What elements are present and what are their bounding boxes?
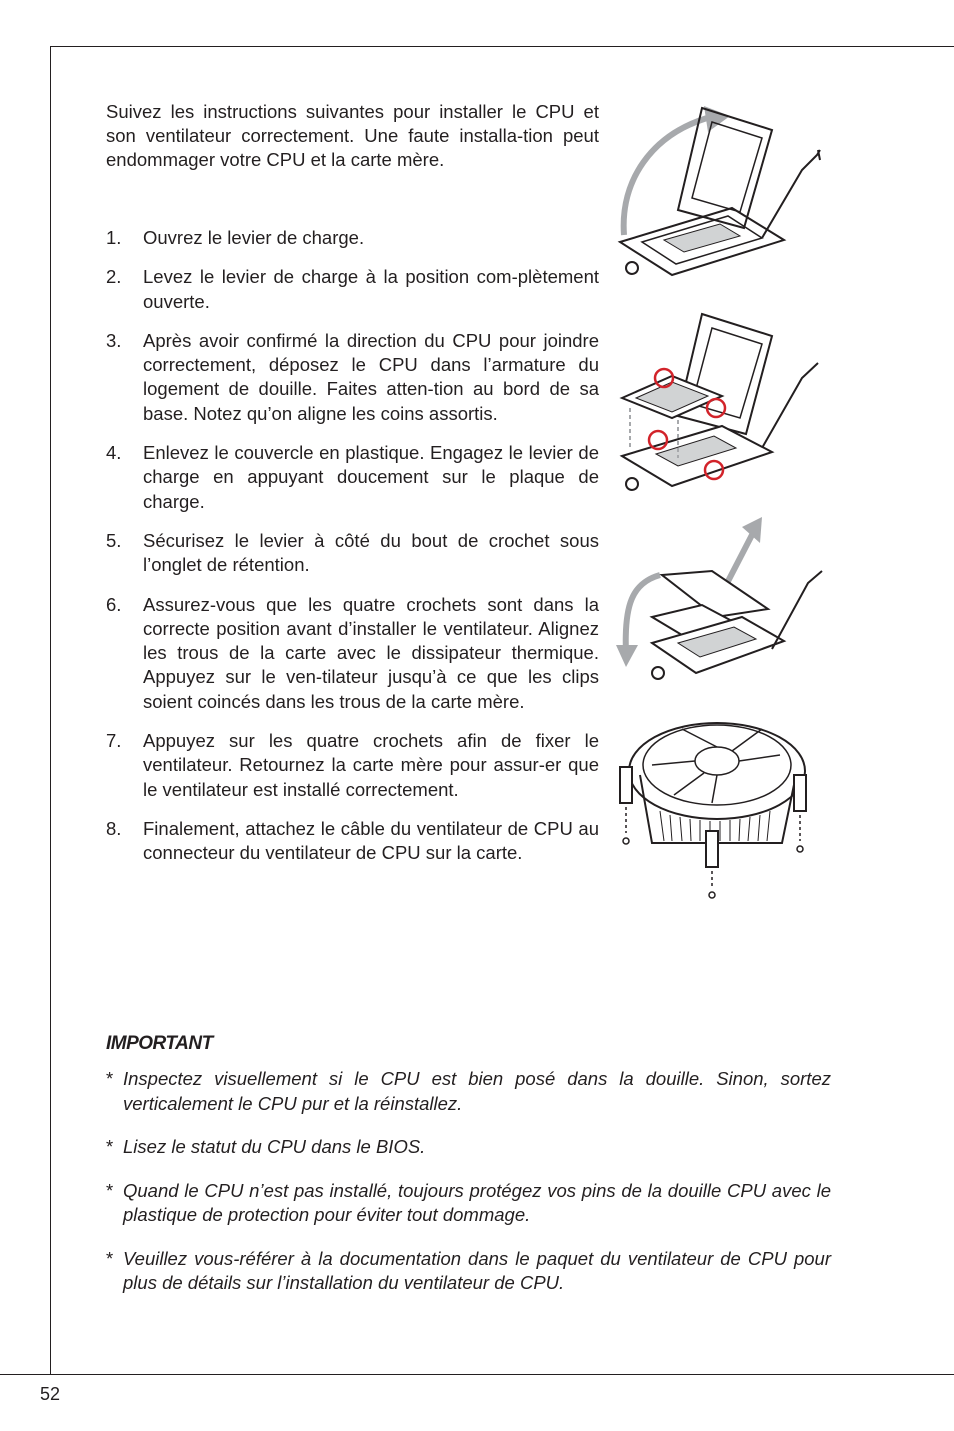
step-text: Enlevez le couvercle en plastique. Engagez le levier de charge en appuyant doucement sur le plaque de charge.: [143, 442, 599, 512]
page-frame-left: [50, 46, 51, 1374]
cpu-placement-illustration: [612, 308, 842, 503]
step-item: [106, 441, 599, 514]
step-item: [106, 226, 599, 250]
illustration-column: [612, 100, 842, 903]
step-number: 8.: [106, 817, 122, 839]
step-item: [106, 817, 599, 866]
note-bullet: *: [106, 1068, 114, 1089]
step-number: 7.: [106, 730, 122, 752]
step-item: [106, 265, 599, 314]
note-bullet: *: [106, 1247, 114, 1269]
step-number: 1.: [106, 227, 122, 248]
note-bullet: *: [106, 1179, 114, 1201]
note-text: Lisez le statut du CPU dans le BIOS.: [123, 1136, 426, 1157]
note-item: [106, 1067, 831, 1116]
step-number: 4.: [106, 442, 122, 464]
step-item: [106, 593, 599, 714]
step-number: 5.: [106, 529, 122, 551]
intro-paragraph: Suivez les instructions suivantes pour installer le CPU et son ventilateur correctement. Une faute installa-tion peut endommager votre CPU et la carte mère.: [106, 101, 599, 170]
note-item: [106, 1135, 831, 1160]
step-item: [106, 729, 599, 802]
note-text: Quand le CPU n’est pas installé, toujours protégez vos pins de la douille CPU avec le plastique de protection pour éviter tout dommage.: [123, 1179, 831, 1225]
step-text: Après avoir confirmé la direction du CPU pour joindre correctement, déposez le CPU dans l’armature du logement de douille. Faites atten-tion au bord de sa base. Notez qu’on aligne les coins assortis.: [143, 329, 599, 424]
page-number: 52: [40, 1384, 61, 1404]
step-item: [106, 529, 599, 578]
step-text: Ouvrez le levier de charge.: [143, 227, 365, 248]
step-text: Finalement, attachez le câble du ventilateur de CPU au connecteur du ventilateur de CPU sur la carte.: [143, 817, 599, 864]
step-number: 2.: [106, 266, 122, 288]
step-item: [106, 329, 599, 426]
step-text: Sécurisez le levier à côté du bout de crochet sous l’onglet de rétention.: [143, 529, 599, 576]
socket-open-lever-illustration: [612, 100, 842, 290]
important-notes: [106, 1067, 831, 1296]
note-bullet: *: [106, 1136, 114, 1157]
step-number: 3.: [106, 329, 122, 351]
step-text: Levez le levier de charge à la position com-plètement ouverte.: [143, 266, 599, 312]
load-plate-closing-illustration: [612, 513, 842, 683]
important-heading: IMPORTANT: [106, 1033, 213, 1054]
note-text: Veuillez vous-référer à la documentation dans le paquet du ventilateur de CPU pour plus de détails sur l’installation du ventilateur de CPU.: [123, 1247, 831, 1293]
page-frame-top: [50, 46, 954, 47]
step-text: Appuyez sur les quatre crochets afin de fixer le ventilateur. Retournez la carte mère pour assur-er que le ventilateur est installé correctement.: [143, 730, 599, 800]
install-steps: [106, 226, 599, 866]
page-frame-bottom: [0, 1374, 954, 1375]
note-text: Inspectez visuellement si le CPU est bien posé dans la douille. Sinon, sortez verticalement le CPU pur et la réinstallez.: [123, 1068, 831, 1114]
step-number: 6.: [106, 593, 122, 615]
cpu-fan-heatsink-illustration: [612, 703, 842, 903]
note-item: [106, 1179, 831, 1228]
note-item: [106, 1247, 831, 1296]
step-text: Assurez-vous que les quatre crochets sont dans la correcte position avant d’installer le ventilateur. Alignez les trous de la carte avec le dissipateur thermique. Appuyez sur le ven-tilateur jusqu’à ce que les clips soient coincés dans les trous de la carte mère.: [143, 593, 599, 712]
